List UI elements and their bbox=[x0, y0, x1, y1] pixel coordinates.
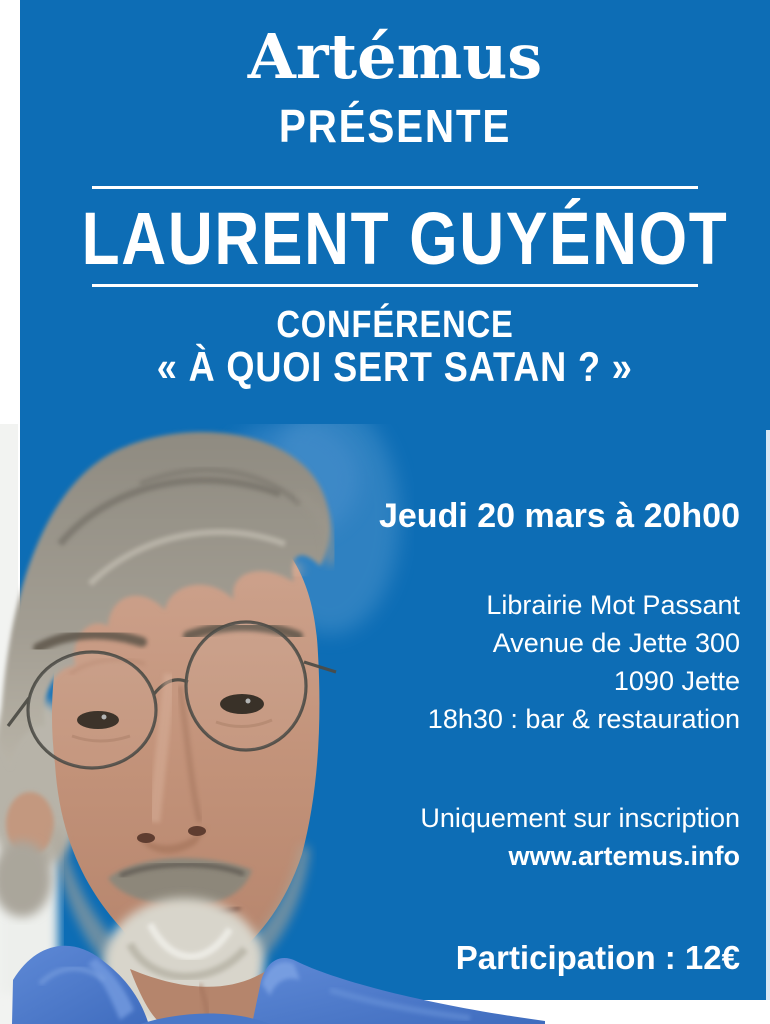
venue-street: Avenue de Jette 300 bbox=[492, 628, 740, 658]
venue-city: 1090 Jette bbox=[613, 666, 740, 696]
artemus-logo-text: Artémus bbox=[247, 20, 543, 93]
event-title: « À QUOI SERT SATAN ? » bbox=[156, 343, 634, 390]
artemus-logo bbox=[20, 20, 770, 93]
event-type: CONFÉRENCE bbox=[276, 304, 514, 346]
venue-bar-info: 18h30 : bar & restauration bbox=[427, 704, 740, 734]
registration-note: Uniquement sur inscription bbox=[420, 803, 740, 833]
presents-label: PRÉSENTE bbox=[278, 100, 512, 152]
venue-name: Librairie Mot Passant bbox=[486, 590, 740, 620]
nostril-right bbox=[188, 826, 206, 836]
speaker-name: LAURENT GUYÉNOT bbox=[81, 197, 729, 280]
divider-rule-bottom bbox=[92, 284, 698, 287]
venue-address bbox=[428, 586, 740, 738]
right-margin-sliver bbox=[766, 430, 770, 1000]
event-datetime: Jeudi 20 mars à 20h00 bbox=[378, 497, 740, 535]
nostril-left bbox=[137, 833, 155, 843]
participation-price: Participation : 12€ bbox=[455, 939, 740, 976]
website-link[interactable]: www.artemus.info bbox=[508, 841, 740, 871]
divider-rule-top bbox=[92, 186, 698, 189]
